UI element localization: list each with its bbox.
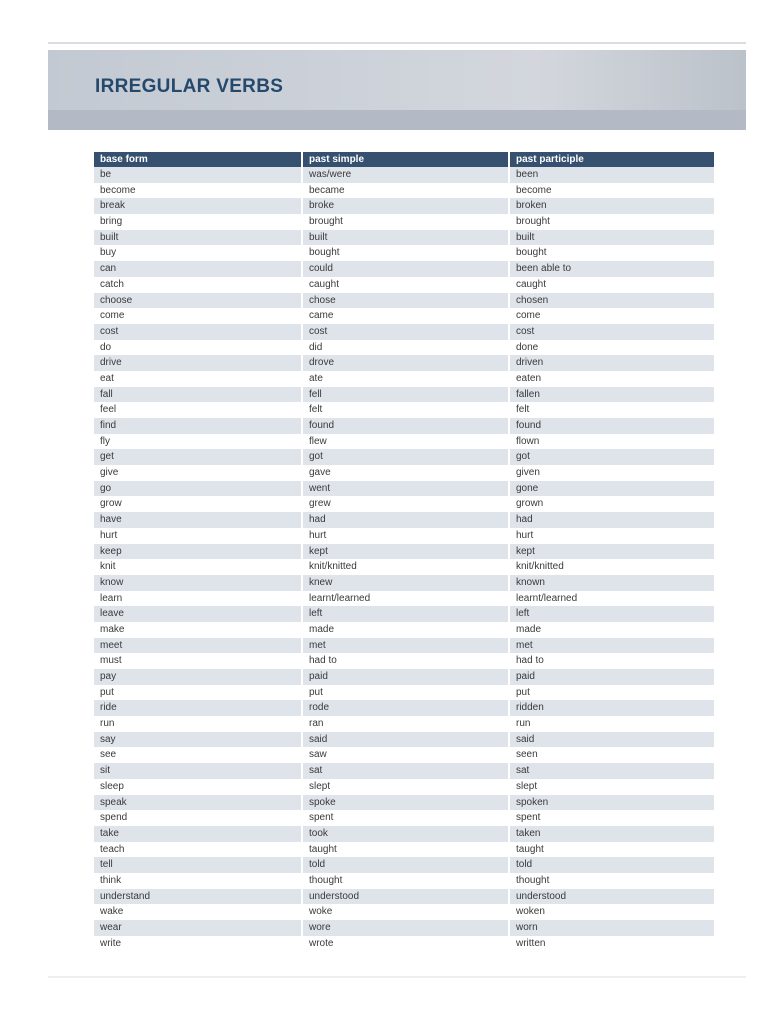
cell-past-participle: cost [508, 324, 714, 340]
cell-base-form: choose [100, 294, 133, 306]
cell-past-simple: knit/knitted [301, 559, 508, 575]
cell-past-simple: fell [301, 387, 508, 403]
cell-base-form: cost [100, 325, 119, 337]
cell-past-participle: brought [508, 214, 714, 230]
cell-past-participle: taken [508, 826, 714, 842]
table-row [94, 591, 714, 607]
table-row [94, 669, 714, 685]
header-stripe [48, 110, 746, 130]
cell-past-simple: woke [301, 904, 508, 920]
table-row [94, 826, 714, 842]
cell-base-form: put [100, 686, 114, 698]
cell-past-participle: slept [508, 779, 714, 795]
table-row [94, 920, 714, 936]
cell-past-participle: got [508, 449, 714, 465]
cell-past-participle: put [508, 685, 714, 701]
cell-base-form: make [100, 623, 125, 635]
table-row [94, 575, 714, 591]
cell-past-simple: was/were [301, 167, 508, 183]
cell-past-simple: came [301, 308, 508, 324]
cell-past-participle: been able to [508, 261, 714, 277]
table-row [94, 716, 714, 732]
cell-past-participle: had [508, 512, 714, 528]
cell-past-simple: ran [301, 716, 508, 732]
cell-base-form: eat [100, 372, 114, 384]
table-row [94, 434, 714, 450]
cell-base-form: wake [100, 906, 124, 918]
cell-past-simple: put [301, 685, 508, 701]
cell-past-simple: slept [301, 779, 508, 795]
cell-past-simple: built [301, 230, 508, 246]
table-row [94, 324, 714, 340]
cell-past-participle: spent [508, 810, 714, 826]
cell-base-form: become [100, 184, 136, 196]
table-row [94, 418, 714, 434]
cell-past-simple: understood [301, 889, 508, 905]
table-row [94, 496, 714, 512]
cell-past-participle: fallen [508, 387, 714, 403]
cell-past-participle: learnt/learned [508, 591, 714, 607]
cell-past-participle: become [508, 183, 714, 199]
cell-base-form: learn [100, 592, 123, 604]
cell-base-form: fly [100, 435, 110, 447]
cell-past-simple: had [301, 512, 508, 528]
cell-base-form: tell [100, 859, 113, 871]
table-row [94, 167, 714, 183]
table-row [94, 779, 714, 795]
cell-past-participle: come [508, 308, 714, 324]
table-row [94, 214, 714, 230]
cell-past-simple: told [301, 857, 508, 873]
cell-past-simple: got [301, 449, 508, 465]
table-row [94, 873, 714, 889]
cell-base-form: sit [100, 765, 110, 777]
table-row [94, 355, 714, 371]
table-row [94, 810, 714, 826]
cell-base-form: do [100, 341, 112, 353]
cell-past-simple: rode [301, 700, 508, 716]
cell-past-simple: taught [301, 842, 508, 858]
header-base-form: base form [100, 154, 148, 165]
table-row [94, 340, 714, 356]
cell-base-form: have [100, 514, 122, 526]
cell-base-form: wear [100, 922, 122, 933]
cell-base-form: knit [100, 561, 116, 573]
cell-past-participle: written [508, 936, 714, 952]
cell-past-participle: had to [508, 653, 714, 669]
cell-past-simple: left [301, 606, 508, 622]
table-row [94, 842, 714, 858]
cell-past-simple: ate [301, 371, 508, 387]
cell-past-participle: grown [508, 496, 714, 512]
cell-past-simple: could [301, 261, 508, 277]
cell-past-participle: thought [508, 873, 714, 889]
cell-past-participle: flown [508, 434, 714, 450]
cell-base-form: go [100, 482, 112, 494]
cell-past-simple: cost [301, 324, 508, 340]
cell-base-form: teach [100, 843, 125, 855]
cell-past-participle: worn [508, 920, 714, 936]
table-row [94, 685, 714, 701]
cell-past-simple: met [301, 638, 508, 654]
table-row [94, 293, 714, 309]
table-row [94, 936, 714, 952]
cell-past-participle: found [508, 418, 714, 434]
cell-past-simple: drove [301, 355, 508, 371]
table-row [94, 528, 714, 544]
cell-past-simple: said [301, 732, 508, 748]
cell-base-form: run [100, 718, 115, 730]
cell-past-participle: driven [508, 355, 714, 371]
cell-base-form: leave [100, 608, 124, 620]
cell-base-form: built [100, 231, 119, 243]
cell-past-participle: eaten [508, 371, 714, 387]
cell-past-simple: broke [301, 198, 508, 214]
cell-base-form: meet [100, 639, 123, 651]
table-row [94, 198, 714, 214]
table-row [94, 763, 714, 779]
cell-past-simple: kept [301, 544, 508, 560]
cell-past-participle: sat [508, 763, 714, 779]
cell-base-form: write [100, 937, 122, 949]
cell-base-form: see [100, 749, 117, 761]
cell-past-participle: run [508, 716, 714, 732]
cell-past-simple: spent [301, 810, 508, 826]
table-row [94, 559, 714, 575]
cell-past-participle: built [508, 230, 714, 246]
cell-past-simple: had to [301, 653, 508, 669]
cell-past-simple: wrote [301, 936, 508, 952]
cell-past-participle: chosen [508, 293, 714, 309]
cell-past-participle: said [508, 732, 714, 748]
cell-past-simple: did [301, 340, 508, 356]
cell-past-simple: sat [301, 763, 508, 779]
table-row [94, 512, 714, 528]
table-row [94, 653, 714, 669]
cell-past-participle: left [508, 606, 714, 622]
cell-past-participle: woken [508, 904, 714, 920]
cell-past-participle: felt [508, 402, 714, 418]
header-past-simple: past simple [301, 152, 508, 167]
cell-base-form: come [100, 310, 125, 322]
table-row [94, 449, 714, 465]
cell-past-participle: paid [508, 669, 714, 685]
table-row [94, 732, 714, 748]
cell-past-participle: kept [508, 544, 714, 560]
cell-base-form: sleep [100, 780, 124, 792]
cell-past-participle: hurt [508, 528, 714, 544]
table-row [94, 747, 714, 763]
cell-base-form: hurt [100, 529, 118, 541]
cell-base-form: spend [100, 812, 128, 824]
cell-past-participle: knit/knitted [508, 559, 714, 575]
table-row [94, 230, 714, 246]
table-row [94, 622, 714, 638]
cell-base-form: fall [100, 388, 113, 400]
cell-past-simple: thought [301, 873, 508, 889]
cell-base-form: understand [100, 890, 151, 902]
cell-past-participle: spoken [508, 795, 714, 811]
cell-past-simple: flew [301, 434, 508, 450]
table-header [94, 152, 714, 167]
page-title: IRREGULAR VERBS [95, 76, 284, 97]
table-row [94, 308, 714, 324]
table-row [94, 465, 714, 481]
cell-past-participle: broken [508, 198, 714, 214]
table-row [94, 183, 714, 199]
cell-past-simple: caught [301, 277, 508, 293]
cell-base-form: say [100, 733, 116, 745]
cell-past-participle: given [508, 465, 714, 481]
table-row [94, 387, 714, 403]
cell-base-form: pay [100, 671, 117, 682]
table-row [94, 700, 714, 716]
table-row [94, 904, 714, 920]
cell-past-simple: made [301, 622, 508, 638]
cell-base-form: take [100, 827, 119, 839]
table-row [94, 402, 714, 418]
cell-past-simple: knew [301, 575, 508, 591]
irregular-verbs-table [94, 152, 714, 951]
top-rule [48, 42, 746, 44]
cell-base-form: can [100, 263, 117, 275]
cell-base-form: must [100, 655, 122, 667]
cell-past-participle: met [508, 638, 714, 654]
cell-past-simple: hurt [301, 528, 508, 544]
cell-base-form: grow [100, 498, 122, 510]
bottom-edge [48, 976, 746, 978]
cell-past-simple: learnt/learned [301, 591, 508, 607]
cell-base-form: give [100, 467, 119, 479]
table-row [94, 889, 714, 905]
header-past-participle: past participle [508, 152, 714, 167]
cell-base-form: catch [100, 278, 124, 290]
cell-past-participle: made [508, 622, 714, 638]
table-row [94, 245, 714, 261]
cell-past-simple: saw [301, 747, 508, 763]
cell-past-simple: found [301, 418, 508, 434]
cell-past-participle: taught [508, 842, 714, 858]
table-row [94, 857, 714, 873]
cell-past-participle: bought [508, 245, 714, 261]
table-row [94, 795, 714, 811]
table-row [94, 544, 714, 560]
cell-past-simple: wore [301, 920, 508, 936]
cell-base-form: know [100, 576, 124, 588]
cell-past-simple: gave [301, 465, 508, 481]
cell-base-form: keep [100, 545, 122, 557]
cell-past-participle: ridden [508, 700, 714, 716]
cell-past-simple: paid [301, 669, 508, 685]
cell-past-participle: gone [508, 481, 714, 497]
cell-base-form: buy [100, 247, 117, 259]
table-row [94, 261, 714, 277]
table-row [94, 371, 714, 387]
cell-past-participle: done [508, 340, 714, 356]
cell-base-form: think [100, 874, 122, 886]
cell-base-form: be [100, 169, 112, 180]
cell-past-simple: bought [301, 245, 508, 261]
cell-past-participle: been [508, 167, 714, 183]
cell-base-form: bring [100, 216, 123, 228]
cell-base-form: feel [100, 404, 117, 416]
cell-past-simple: became [301, 183, 508, 199]
cell-base-form: break [100, 200, 126, 212]
table-row [94, 481, 714, 497]
cell-base-form: find [100, 420, 117, 431]
cell-past-simple: grew [301, 496, 508, 512]
table-row [94, 606, 714, 622]
cell-base-form: ride [100, 702, 117, 714]
cell-past-participle: known [508, 575, 714, 591]
cell-past-simple: chose [301, 293, 508, 309]
table-body [94, 167, 714, 951]
table-row [94, 638, 714, 654]
cell-past-participle: understood [508, 889, 714, 905]
cell-past-simple: spoke [301, 795, 508, 811]
table-row [94, 277, 714, 293]
cell-past-simple: brought [301, 214, 508, 230]
cell-past-participle: seen [508, 747, 714, 763]
cell-past-simple: felt [301, 402, 508, 418]
cell-base-form: drive [100, 357, 122, 369]
cell-past-participle: caught [508, 277, 714, 293]
cell-base-form: get [100, 451, 114, 463]
cell-past-simple: took [301, 826, 508, 842]
cell-base-form: speak [100, 796, 127, 808]
cell-past-participle: told [508, 857, 714, 873]
cell-past-simple: went [301, 481, 508, 497]
